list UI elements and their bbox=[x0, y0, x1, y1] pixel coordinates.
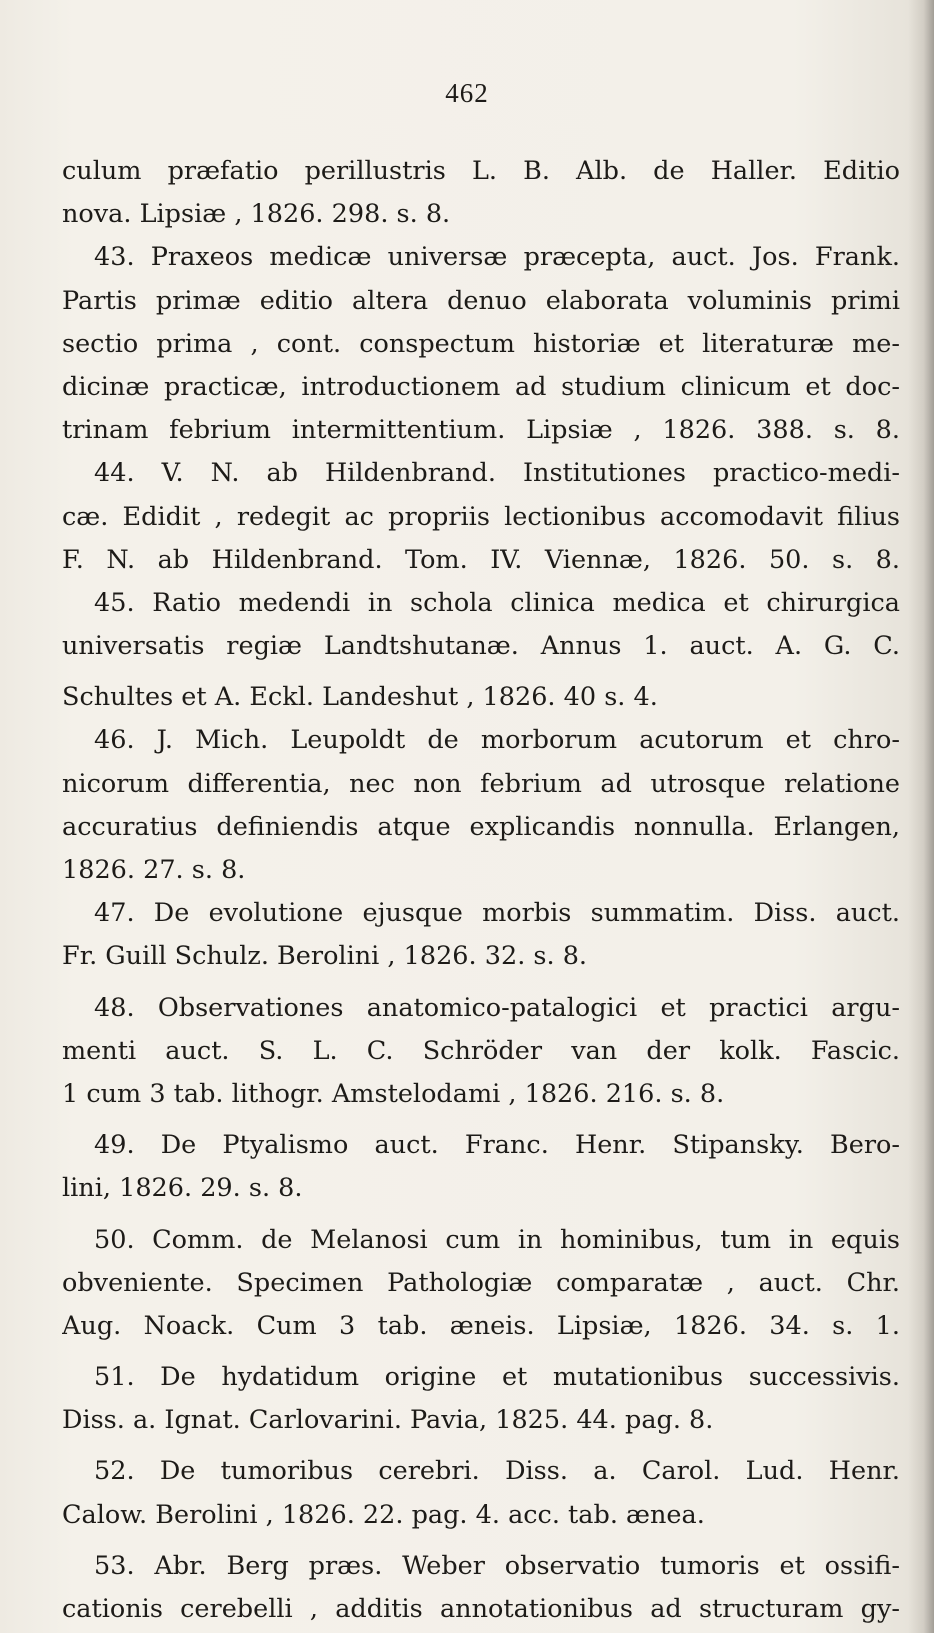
entry-first-line: 44. V. N. ab Hildenbrand. Institutiones practico-medi- bbox=[94, 458, 900, 489]
paragraph-gap bbox=[62, 1442, 900, 1450]
text-line: obveniente. Specimen Pathologiæ comparatæ , auct. Chr. bbox=[62, 1267, 900, 1298]
text-line: F. N. ab Hildenbrand. Tom. IV. Viennæ, 1826. 50. s. 8. bbox=[62, 544, 900, 575]
text-line: Calow. Berolini , 1826. 22. pag. 4. acc. tab. ænea. bbox=[62, 1499, 705, 1530]
bibliography-text bbox=[62, 150, 900, 1631]
entry-first-line: 50. Comm. de Melanosi cum in hominibus, tum in equis bbox=[94, 1224, 900, 1255]
text-line: menti auct. S. L. C. Schröder van der kolk. Fascic. bbox=[62, 1035, 900, 1066]
page-number: 462 bbox=[445, 78, 489, 108]
entry-first-line: 51. De hydatidum origine et mutationibus successivis. bbox=[94, 1362, 900, 1393]
text-line: lini, 1826. 29. s. 8. bbox=[62, 1173, 303, 1204]
paragraph-gap bbox=[62, 1116, 900, 1124]
paragraph-gap bbox=[62, 979, 900, 987]
text-line: cationis cerebelli , additis annotationibus ad structuram gy- bbox=[62, 1594, 900, 1624]
entry-first-line: 43. Praxeos medicæ universæ præcepta, auct. Jos. Frank. bbox=[94, 242, 900, 273]
entry-first-line: 48. Observationes anatomico-patalogici et practici argu- bbox=[94, 992, 900, 1023]
text-line: trinam febrium intermittentium. Lipsiæ , 1826. 388. s. 8. bbox=[62, 415, 900, 446]
text-line: 1 cum 3 tab. lithogr. Amstelodami , 1826. 216. s. 8. bbox=[62, 1078, 725, 1109]
paragraph-gap bbox=[62, 1211, 900, 1219]
text-line: cæ. Edidit , redegit ac propriis lectionibus accomodavit filius bbox=[62, 501, 900, 532]
entry-first-line: 46. J. Mich. Leupoldt de morborum acutorum et chro- bbox=[94, 725, 900, 756]
text-line: Diss. a. Ignat. Carlovarini. Pavia, 1825. 44. pag. 8. bbox=[62, 1405, 714, 1436]
text-line: nicorum differentia, nec non febrium ad utrosque relatione bbox=[62, 768, 900, 799]
entry-first-line: 49. De Ptyalismo auct. Franc. Henr. Stipansky. Bero- bbox=[94, 1130, 900, 1161]
text-line: sectio prima , cont. conspectum historiæ et literaturæ me- bbox=[62, 328, 900, 359]
text-line: nova. Lipsiæ , 1826. 298. s. 8. bbox=[62, 199, 451, 230]
text-line: 1826. 27. s. 8. bbox=[62, 855, 246, 885]
entry-first-line: 52. De tumoribus cerebri. Diss. a. Carol. Lud. Henr. bbox=[94, 1456, 900, 1487]
text-line: Fr. Guill Schulz. Berolini , 1826. 32. s. 8. bbox=[62, 941, 588, 972]
paragraph-gap bbox=[62, 1537, 900, 1545]
paragraph-gap bbox=[62, 668, 900, 676]
entry-first-line: 47. De evolutione ejusque morbis summatim. Diss. auct. bbox=[94, 898, 900, 929]
text-line: culum præfatio perillustris L. B. Alb. de Haller. Editio bbox=[62, 156, 900, 186]
text-line: accuratius definiendis atque explicandis nonnulla. Erlangen, bbox=[62, 811, 900, 842]
text-line: dicinæ practicæ, introductionem ad studium clinicum et doc- bbox=[62, 371, 900, 402]
entry-first-line: 45. Ratio medendi in schola clinica medica et chirurgica bbox=[94, 587, 900, 618]
paragraph-gap bbox=[62, 1348, 900, 1356]
text-line: universatis regiæ Landtshutanæ. Annus 1. auct. A. G. C. bbox=[62, 631, 900, 662]
text-line: Partis primæ editio altera denuo elaborata voluminis primi bbox=[62, 285, 900, 316]
page-gutter-shadow bbox=[908, 0, 934, 1633]
text-line: Aug. Noack. Cum 3 tab. æneis. Lipsiæ, 1826. 34. s. 1. bbox=[62, 1310, 900, 1341]
text-line: Schultes et A. Eckl. Landeshut , 1826. 40 s. 4. bbox=[62, 682, 658, 713]
entry-first-line: 53. Abr. Berg præs. Weber observatio tumoris et ossifi- bbox=[94, 1550, 900, 1581]
